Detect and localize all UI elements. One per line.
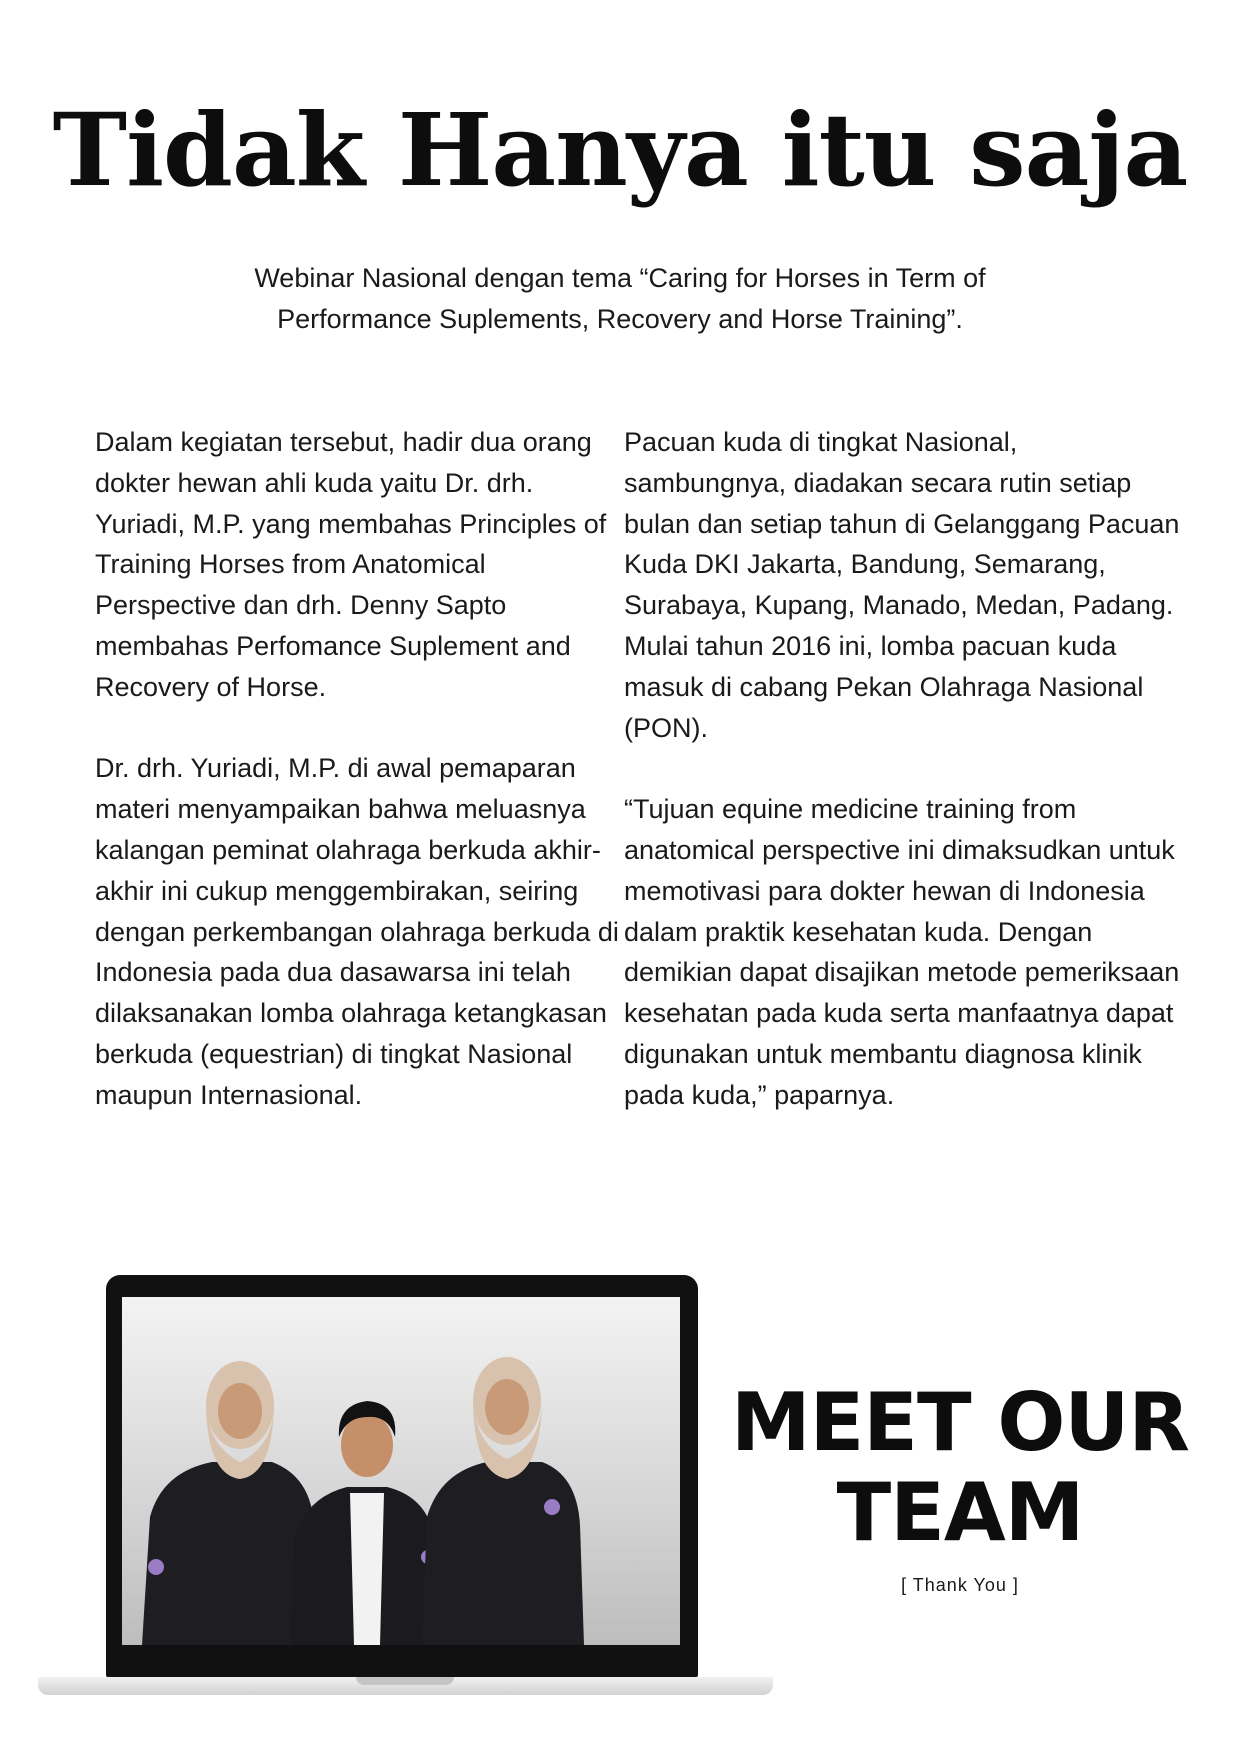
page-title: Tidak Hanya itu saja xyxy=(52,91,1188,209)
heading-line-1: MEET OUR xyxy=(731,1376,1189,1469)
webinar-subtitle xyxy=(170,258,1070,340)
subtitle-line-1: Webinar Nasional dengan tema “Caring for Horses in Term of xyxy=(254,263,986,293)
team-member-left xyxy=(142,1361,314,1645)
team-photo-illustration xyxy=(122,1297,680,1645)
heading-line-2: TEAM xyxy=(836,1466,1084,1559)
laptop-notch xyxy=(356,1677,454,1685)
article-right-column xyxy=(624,422,1184,1156)
meet-our-team-heading xyxy=(720,1378,1200,1558)
team-photo xyxy=(122,1297,680,1645)
article-left-column xyxy=(95,422,625,1156)
laptop-mockup xyxy=(38,1275,773,1705)
team-member-right xyxy=(422,1357,584,1645)
laptop-lid xyxy=(106,1275,698,1677)
paragraph-quote: “Tujuan equine medicine training from anatomical perspective ini dimaksudkan untuk memotivasi para dokter hewan di Indonesia dalam praktik kesehatan kuda. Dengan demikian dapat disajikan metode pemeriksaan kesehatan pada kuda serta manfaatnya dapat digunakan untuk membantu diagnosa klinik pada kuda,” paparnya. xyxy=(624,794,1180,1110)
team-member-middle xyxy=(290,1401,436,1645)
thank-you-tagline: [ Thank You ] xyxy=(901,1575,1019,1595)
subtitle-line-2: Performance Suplements, Recovery and Horse Training”. xyxy=(277,304,963,334)
paragraph-equestrian: Dr. drh. Yuriadi, M.P. di awal pemaparan materi menyampaikan bahwa meluasnya kalangan peminat olahraga berkuda akhir-akhir ini cukup menggembirakan, seiring dengan perkembangan olahraga berkuda di Indonesia pada dua dasawarsa ini telah dilaksanakan lomba olahraga ketangkasan berkuda (equestrian) di tingkat Nasional maupun Internasional. xyxy=(95,753,619,1110)
paragraph-speakers: Dalam kegiatan tersebut, hadir dua orang dokter hewan ahli kuda yaitu Dr. drh. Yuriadi, M.P. yang membahas Principles of Training Horses from Anatomical Perspective dan drh. Denny Sapto membahas Perfomance Suplement and Recovery of Horse. xyxy=(95,427,607,702)
paragraph-racing: Pacuan kuda di tingkat Nasional, sambungnya, diadakan secara rutin setiap bulan dan setiap tahun di Gelanggang Pacuan Kuda DKI Jakarta, Bandung, Semarang, Surabaya, Kupang, Manado, Medan, Padang. Mulai tahun 2016 ini, lomba pacuan kuda masuk di cabang Pekan Olahraga Nasional (PON). xyxy=(624,427,1180,743)
